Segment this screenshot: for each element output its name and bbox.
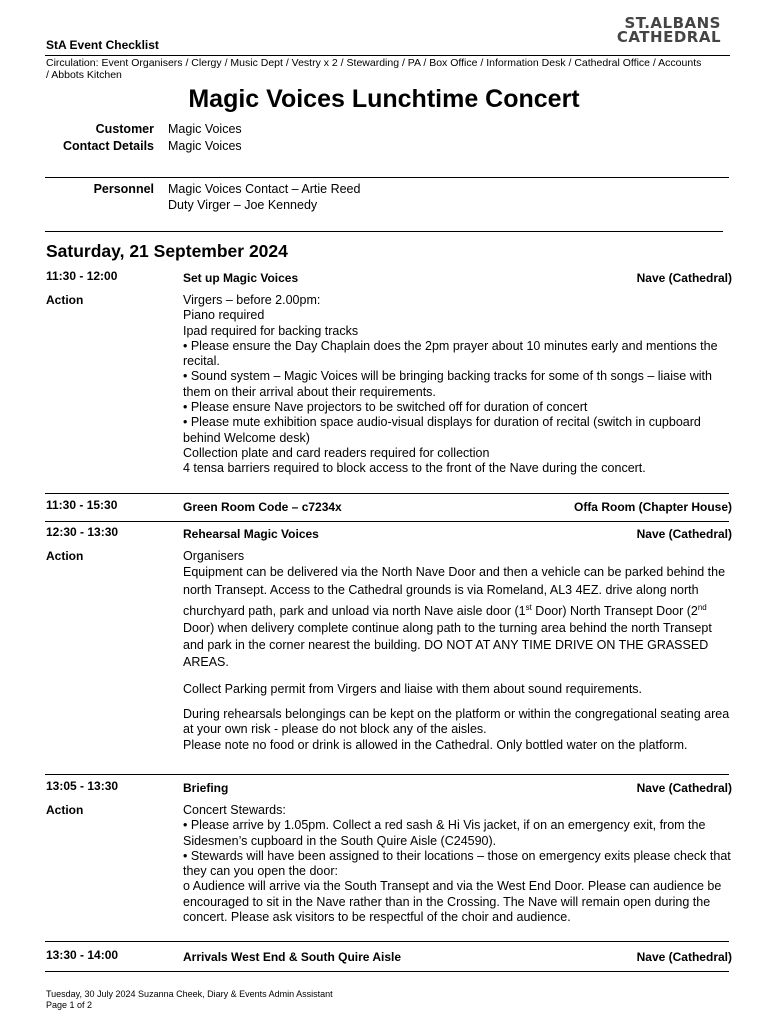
- slot-title: Arrivals West End & South Quire Aisle: [183, 950, 402, 964]
- action-paragraph: Collect Parking permit from Virgers and liaise with them about sound requirements.: [183, 681, 643, 696]
- logo-line-2: CATHEDRAL: [616, 28, 721, 46]
- page-footer: [46, 989, 333, 1010]
- checklist-title: StA Event Checklist: [46, 38, 159, 52]
- slot-time: 13:05 - 13:30: [46, 779, 119, 793]
- action-line: • Please arrive by 1.05pm. Collect a red sash & Hi Vis jacket, if on an emergency exit, from the Sidesmen’s cupboard in the South Quire Aisle (C24590).: [183, 818, 706, 848]
- slot-location: Nave (Cathedral): [636, 781, 732, 795]
- cathedral-logo: [617, 16, 721, 44]
- section-divider: [45, 177, 729, 178]
- slot-location: Nave (Cathedral): [636, 271, 732, 285]
- action-line: • Stewards will have been assigned to their locations – those on emergency exits please check that they can you open the door:: [183, 848, 731, 879]
- action-line: Concert Stewards:: [183, 803, 286, 817]
- slot-location: Offa Room (Chapter House): [573, 500, 732, 514]
- slot-title: Briefing: [183, 781, 229, 795]
- action-line: • Please ensure the Day Chaplain does the 2pm prayer about 10 minutes early and mentions the recital.: [183, 338, 718, 369]
- customer-value: Magic Voices: [168, 122, 242, 136]
- action-text: [183, 803, 732, 925]
- personnel-row: [46, 181, 568, 213]
- contact-label: Contact Details: [63, 139, 154, 153]
- contact-row: [46, 138, 568, 154]
- slot-time: 13:30 - 14:00: [46, 948, 119, 962]
- slot-title: Rehearsal Magic Voices: [183, 527, 319, 541]
- contact-value: Magic Voices: [168, 139, 242, 153]
- event-title: Magic Voices Lunchtime Concert: [188, 85, 580, 113]
- customer-row: [46, 121, 568, 137]
- header-divider: [45, 55, 730, 56]
- section-divider: [45, 231, 723, 232]
- action-text: [183, 293, 732, 477]
- slot-time: 11:30 - 15:30: [46, 498, 118, 512]
- slot-location: Nave (Cathedral): [636, 950, 732, 964]
- personnel-label: Personnel: [93, 182, 154, 196]
- action-paragraph: During rehearsals belongings can be kept on the platform or within the congregational seating area at your own risk - please do not block any of the aisles.: [183, 706, 730, 737]
- personnel-line: Magic Voices Contact – Artie Reed: [168, 182, 361, 196]
- slot-divider: [45, 521, 729, 522]
- action-line: Collection plate and card readers required for collection: [183, 445, 490, 460]
- date-heading: Saturday, 21 September 2024: [46, 241, 288, 261]
- action-line: Piano required: [183, 308, 265, 323]
- footer-author-line: Tuesday, 30 July 2024 Suzanna Cheek, Diary & Events Admin Assistant: [46, 989, 333, 999]
- action-line: • Please mute exhibition space audio-visual displays for duration of recital (switch in cupboard behind Welcome desk): [183, 415, 701, 445]
- page-number: Page 1 of 2: [46, 999, 93, 1010]
- schedule-slot: [46, 524, 732, 753]
- slot-title: Green Room Code – c7234x: [183, 500, 342, 514]
- action-line: o Audience will arrive via the South Transept and via the West End Door. Please can audience be encouraged to sit in the Nave rather than in the Crossing. The Nave will remain open during the concert. Please ask visitors to be respectful of the choir and audience.: [183, 879, 722, 925]
- action-line: Virgers – before 2.00pm:: [183, 293, 321, 307]
- slot-divider: [45, 774, 729, 775]
- slot-divider: [45, 493, 729, 494]
- slot-divider: [45, 941, 729, 942]
- schedule-slot: [46, 947, 732, 966]
- action-line: Ipad required for backing tracks: [183, 323, 359, 338]
- action-paragraph: Equipment can be delivered via the North Nave Door and then a vehicle can be parked behind the north Transept. Access to the Cathedral grounds is via Romeland, AL3 4EZ. drive along north churchyard path, park and unload via north Nave aisle door (1st Door) North Transept Door (2nd Door) when delivery complete continue along path to the turning area behind the north Transept and park in the corner nearest the building. DO NOT AT ANY TIME DRIVE ON THE GRASSED AREAS.: [183, 565, 726, 670]
- schedule-slot: [46, 268, 732, 477]
- schedule-slot: [46, 778, 732, 925]
- slot-time: 11:30 - 12:00: [46, 269, 118, 283]
- circulation-list: Circulation: Event Organisers / Clergy / Music Dept / Vestry x 2 / Stewarding / PA / Box Office / Information Desk / Cathedral Office / Accounts / Abbots Kitchen: [46, 57, 702, 81]
- action-label: Action: [46, 549, 84, 563]
- action-label: Action: [46, 803, 84, 817]
- slot-title: Set up Magic Voices: [183, 271, 299, 285]
- logo-line-1: ST.ALBANS: [624, 14, 721, 32]
- customer-label: Customer: [95, 122, 154, 136]
- slot-divider: [45, 971, 729, 972]
- action-line: • Sound system – Magic Voices will be bringing backing tracks for some of th songs – liaise with them on their arrival about their requirements.: [183, 369, 712, 399]
- action-line: 4 tensa barriers required to block access to the front of the Nave during the concert.: [183, 461, 646, 476]
- action-line: • Please ensure Nave projectors to be switched off for duration of concert: [183, 400, 588, 415]
- slot-location: Nave (Cathedral): [636, 527, 732, 541]
- action-line: Organisers: [183, 549, 245, 563]
- action-label: Action: [46, 293, 84, 307]
- action-text: [183, 549, 732, 753]
- schedule-slot: [46, 497, 732, 516]
- slot-time: 12:30 - 13:30: [46, 525, 119, 539]
- personnel-line: Duty Virger – Joe Kennedy: [168, 198, 318, 212]
- action-paragraph: Please note no food or drink is allowed in the Cathedral. Only bottled water on the platform.: [183, 737, 688, 752]
